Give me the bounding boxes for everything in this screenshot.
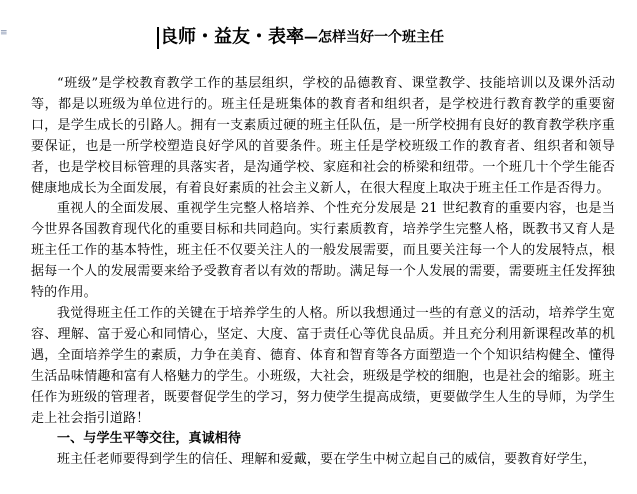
title-main: 良师・益友・表率 (160, 26, 304, 48)
document-body (31, 74, 615, 471)
paragraph: 重视人的全面发展、重视学生完整人格培养、个性充分发展是 21 世纪教育的重要内容，也是当今世界各国教育现代化的重要目标和共同趋向。实行素质教育，培养学生完整人格，既教书又育人是班主任工作的基本特性，班主任不仅要关注人的一般发展需要，而且要关注每一个人的发展特点，根据每一个人的发展需要来给予受教育者以有效的帮助。满足每一个人发展的需要，需要班主任发挥独特的作用。 (31, 201, 615, 301)
paragraph: 班主任老师要得到学生的信任、理解和爱戴，要在学生中树立起自己的威信，要教育好学生， (57, 452, 597, 468)
title-subtitle: —怎样当好一个班主任 (304, 29, 444, 46)
text-cursor (157, 27, 159, 49)
paragraph: “班级”是学校教育教学工作的基层组织，学校的品德教育、课堂教学、技能培训以及课外活动等，都是以班级为单位进行的。班主任是班集体的教育者和组织者，是学校进行教育教学的重要窗口，是学生成长的引路人。拥有一支素质过硬的班主任队伍，是一所学校拥有良好的教育教学秩序重要保证，也是一所学校塑造良好学风的首要条件。班主任是学校班级工作的教育者、组织者和领导者，也是学校目标管理的具落实者，是沟通学校、家庭和社会的桥梁和纽带。一个班几十个学生能否健康地成长为全面发展，有着良好素质的社会主义新人，在很大程度上取决于班主任工作是否得力。 (31, 76, 615, 196)
paragraph-mark-icon: ≡ (0, 28, 8, 38)
section-heading: 一、与学生平等交往，真诚相待 (57, 431, 242, 447)
document-title (157, 24, 444, 50)
paragraph: 我觉得班主任工作的关键在于培养学生的人格。所以我想通过一些的有意义的活动，培养学生宽容、理解、富于爱心和同情心，坚定、大度、富于责任心等优良品质。并且充分利用新课程改革的机遇，全面培养学生的素质，力争在美育、德育、体育和智育等各方面塑造一个个知识结构健全、懂得生活品味情趣和富有人格魅力的学生。小班级，大社会，班级是学校的细胞，也是社会的缩影。班主任作为班级的管理者，既要督促学生的学习，努力使学生提高成绩，更要做学生人生的导师，为学生走上社会指引道路！ (31, 305, 615, 426)
